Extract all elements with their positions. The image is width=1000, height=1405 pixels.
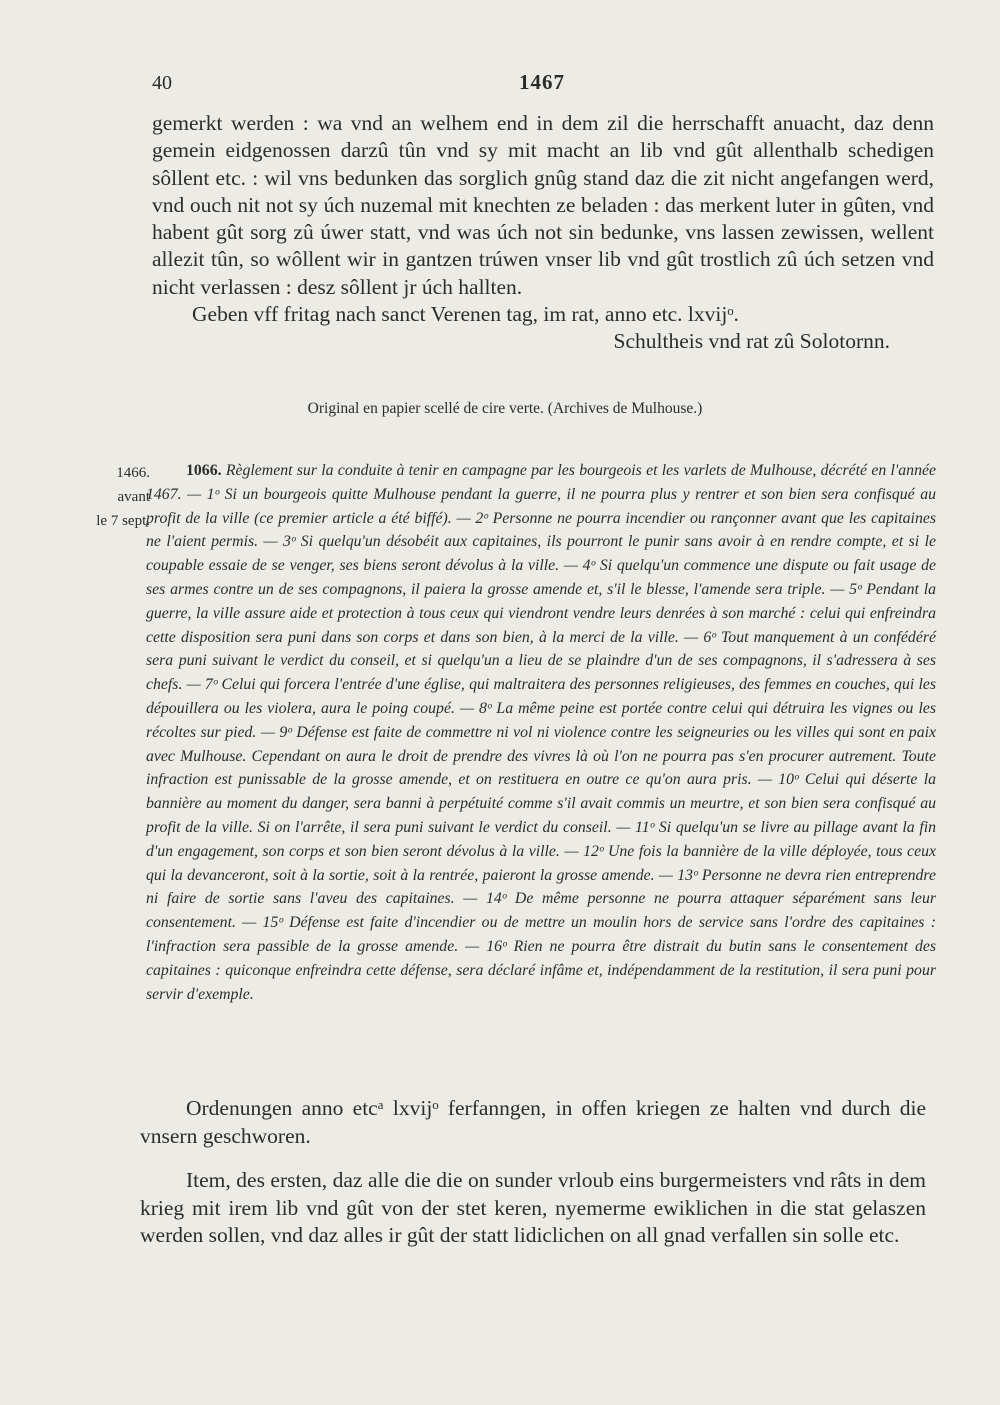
ordinance-title: Ordenungen anno etcᵃ lxvijᵒ ferfanngen, in offen kriegen ze halten vnd durch die vnsern geschworen. — [140, 1096, 926, 1148]
letter-dating: Geben vff fritag nach sanct Verenen tag, im rat, anno etc. lxvijᵒ. — [192, 302, 739, 327]
margin-date-line-3: le 7 sept. — [96, 513, 150, 529]
regest-text: Règlement sur la conduite à tenir en campagne par les bourgeois et les varlets de Mulhouse, décrété en l'année 1467. — 1ᵒ Si un bourgeois quitte Mulhouse pendant la guerre, il ne pourra plus y rentrer et son bien sera confisqué au profit de la ville (ce premier article a été biffé). — 2ᵒ Personne ne pourra incendier ou rançonner avant que les capitaines ne l'aient permis. — 3ᵒ Si quelqu'un désobéit aux capitaines, ils pourront le punir sans avoir à en rendre compte, et si le coupable essaie de se venger, ses biens seront dévolus à la ville. — 4ᵒ Si quelqu'un commence une dispute ou fait usage de ses armes contre un de ses compagnons, il paiera la grosse amende et, s'il le blesse, l'amende sera triple. — 5ᵒ Pendant la guerre, la ville assure aide et protection à tous ceux qui viendront vendre leurs denrées à son marché : celui qui enfreindra cette disposition sera puni dans son corps et dans son bien, à la merci de la ville. — 6ᵒ Tout manquement à un confédéré sera puni suivant le verdict du conseil, et si quelqu'un a lieu de se plaindre d'un de ses compagnons, il s'adressera à ses chefs. — 7ᵒ Celui qui forcera l'entrée d'une église, qui maltraitera des personnes religieuses, des femmes en couches, qui les dépouillera ou les violera, aura le poing coupé. — 8ᵒ La même peine est portée contre celui qui détruira les vignes ou les récoltes sur pied. — 9ᵒ Défense est faite de commettre ni vol ni violence contre les seigneuries ou les villes qui sont en paix avec Mulhouse. Cependant on aura le droit de prendre des vivres là où l'on ne pourra pas s'en procurer autrement. Toute infraction est punissable de la grosse amende, et on restituera en outre ce qu'on aura pris. — 10ᵒ Celui qui déserte la bannière au moment du danger, sera banni à perpétuité comme s'il avait commis un meurtre, et son bien sera confisqué au profit de la ville. Si on l'arrête, il sera puni suivant le verdict du conseil. — 11ᵒ Si quelqu'un se livre au pillage avant la fin d'un engagement, son corps et son bien seront dévolus à la ville. — 12ᵒ Une fois la bannière de la ville déployée, tous ceux qui la devanceront, soit à la sortie, soit à la rentrée, paieront la grosse amende. — 13ᵒ Personne ne devra rien entreprendre ni faire de sortie sans l'aveu des capitaines. — 14ᵒ De même personne ne pourra attaquer séparément sans leur consentement. — 15ᵒ Défense est faite d'incendier ou de mettre un moulin hors de service sans l'ordre des capitaines : l'infraction sera passible de la grosse amende. — 16ᵒ Rien ne pourra être distrait du butin sans le consentement des capitaines : quiconque enfreindra cette défense, sera déclaré infâme et, indépendamment de la restitution, il sera puni pour servir d'exemple. — [146, 462, 936, 1003]
margin-date — [60, 461, 150, 533]
margin-date-year: 1466. — [116, 465, 150, 481]
source-note: Original en papier scellé de cire verte. (Archives de Mulhouse.) — [307, 400, 703, 417]
margin-date-line-2: avant — [117, 489, 150, 505]
year-heading: 1467 — [519, 70, 565, 94]
regest-paragraph — [146, 459, 936, 1006]
regest-number: 1066. — [186, 462, 222, 479]
page-header — [152, 72, 932, 98]
letter-paragraph: gemerkt werden : wa vnd an welhem end in dem zil die herrschafft anuacht, daz denn gemein eidgenossen darzû tûn vnd sy mit macht an lib vnd gût allenthalb schedigen sôllent etc. : wil vns bedunken das sorglich gnûg stand daz die zit nicht angefangen werd, vnd ouch nit not sy úch nuzemal mit knechten ze beladen : das merkent luter in gûten, vnd habent gût sorg zû úwer statt, vnd was úch not sin bedunke, vns lassen zewissen, wellent allezit tûn, so wôllent wir in gantzen trúwen vnser lib vnd gût trostlich zû úch setzen vnd nicht verlassen : desz sôllent jr úch hallten. — [152, 111, 934, 299]
page-number: 40 — [152, 72, 172, 94]
letter-signature: Schultheis vnd rat zû Solotornn. — [613, 329, 890, 354]
letter-text — [152, 110, 934, 356]
ordinance-article: Item, des ersten, daz alle die die on sunder vrloub eins burgermeisters vnd râts in dem krieg mit irem lib vnd gût von der stet keren, nyemerme ewiklichen in die stat gelaszen werden sollen, vnd daz alles ir gût der statt lidiclichen on all gnad verfallen sin solle etc. — [140, 1168, 926, 1247]
